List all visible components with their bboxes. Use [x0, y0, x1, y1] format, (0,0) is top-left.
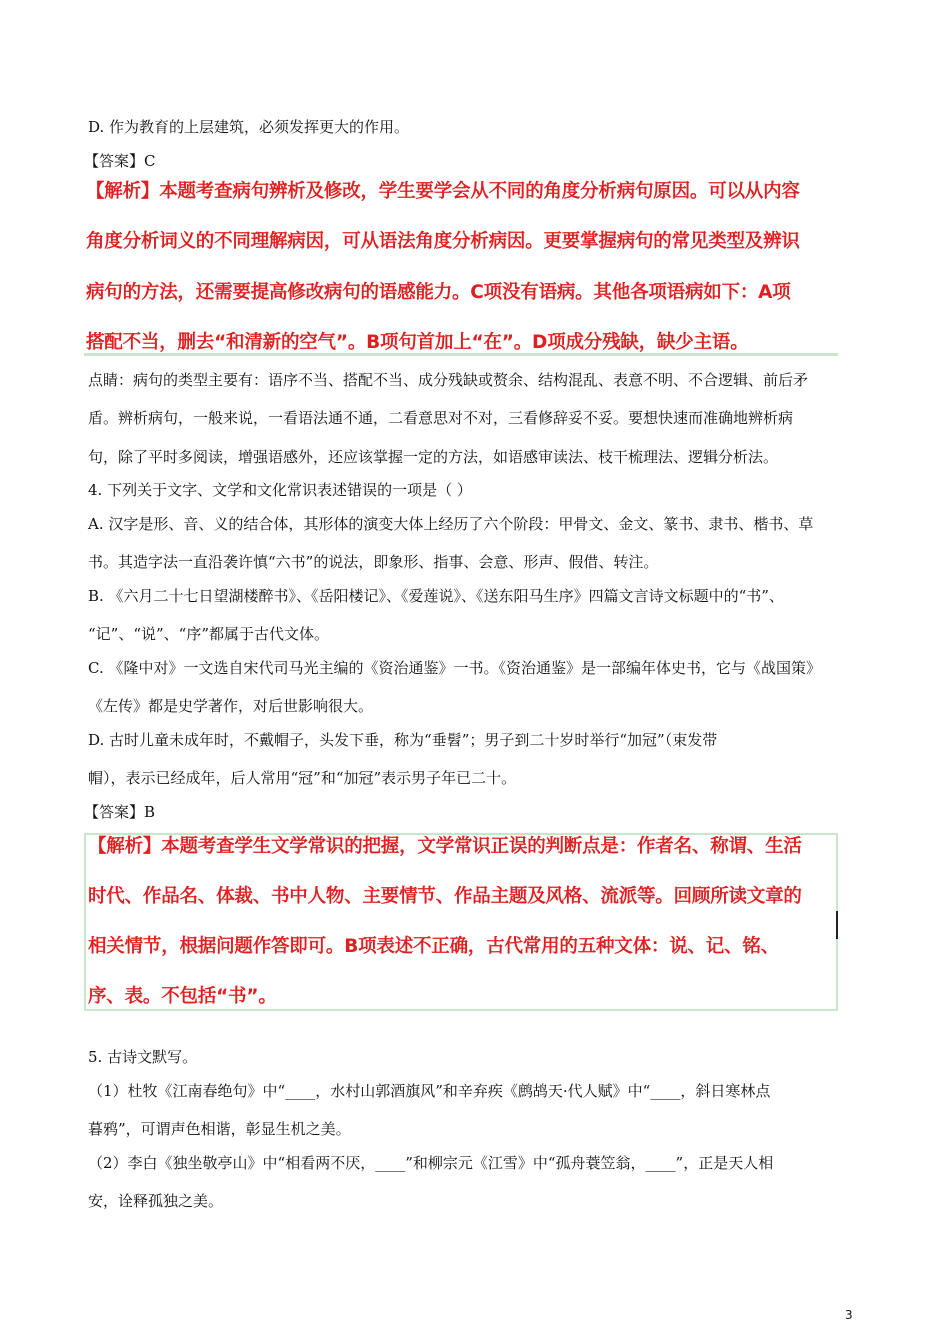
q5-item1: 暮鸦”，可谓声色相谐，彰显生机之美。 — [88, 1120, 351, 1138]
q3-note-line: 盾。辨析病句，一般来说，一看语法通不通，二看意思对不对，三看修辞妥不妥。要想快速而准确地辨析病 — [88, 409, 794, 427]
q4-analysis-line: 序、表。不包括“书”。 — [88, 986, 277, 1007]
q4-option-d: D. 古时儿童未成年时，不戴帽子，头发下垂，称为“垂髫”；男子到二十岁时举行“加冠”（束发带 — [88, 731, 718, 749]
q4-analysis-line: 相关情节，根据问题作答即可。B项表述不正确，古代常用的五种文体：说、记、铭、 — [88, 936, 780, 957]
q4-option-a: 书。其造字法一直沿袭许慎“六书”的说法，即象形、指事、会意、形声、假借、转注。 — [88, 553, 659, 571]
q4-option-c: 《左传》都是史学著作，对后世影响很大。 — [88, 697, 374, 715]
q3-analysis-box — [84, 178, 838, 356]
q4-analysis-box — [84, 833, 838, 1011]
q3-note-line: 句，除了平时多阅读，增强语感外，还应该掌握一定的方法，如语感审读法、枝干梳理法、逻辑分析法。 — [88, 448, 779, 466]
q3-answer: 【答案】C — [84, 152, 156, 170]
q4-answer: 【答案】B — [84, 803, 156, 821]
q4-analysis-line: 【解析】本题考查学生文学常识的把握，文学常识正误的判断点是：作者名、称谓、生活 — [88, 836, 802, 857]
q4-option-d: 帽），表示已经成年，后人常用“冠”和“加冠”表示男子年已二十。 — [88, 769, 517, 787]
q5-item1: （1）杜牧《江南春绝句》中“____，水村山郭酒旗风”和辛弃疾《鹧鸪天·代人赋》中“____，斜日寒林点 — [88, 1082, 771, 1100]
q5-item2: （2）李白《独坐敬亭山》中“相看两不厌，____”和柳宗元《江雪》中“孤舟蓑笠翁，____”，正是天人相 — [88, 1154, 774, 1172]
q3-analysis-line: 搭配不当，删去“和清新的空气”。B项句首加上“在”。D项成分残缺，缺少主语。 — [86, 332, 749, 353]
q3-note-line: 点睛：病句的类型主要有：语序不当、搭配不当、成分残缺或赘余、结构混乱、表意不明、不合逻辑、前后矛 — [88, 371, 809, 389]
page-number: 3 — [845, 1308, 853, 1322]
q3-analysis-line: 【解析】本题考查病句辨析及修改，学生要学会从不同的角度分析病句原因。可以从内容 — [86, 181, 800, 202]
q4-option-a: A. 汉字是形、音、义的结合体，其形体的演变大体上经历了六个阶段：甲骨文、金文、篆书、隶书、楷书、草 — [88, 515, 814, 533]
q4-analysis-line: 时代、作品名、体裁、书中人物、主要情节、作品主题及风格、流派等。回顾所读文章的 — [88, 886, 802, 907]
q4-stem: 4. 下列关于文字、文学和文化常识表述错误的一项是（ ） — [88, 481, 472, 499]
box-edge-mark — [836, 911, 838, 939]
q5-item2: 安，诠释孤独之美。 — [88, 1192, 224, 1210]
q3-analysis-line: 角度分析词义的不同理解病因，可从语法角度分析病因。更要掌握病句的常见类型及辨识 — [86, 231, 800, 252]
q4-option-b: “记”、“说”、“序”都属于古代文体。 — [88, 625, 330, 643]
q4-option-b: B. 《六月二十七日望湖楼醉书》、《岳阳楼记》、《爱莲说》、《送东阳马生序》四篇文言诗文标题中的“书”、 — [88, 587, 784, 605]
q5-stem: 5. 古诗文默写。 — [88, 1048, 198, 1066]
q4-option-c: C. 《隆中对》一文选自宋代司马光主编的《资治通鉴》一书。《资治通鉴》是一部编年体史书，它与《战国策》 — [88, 659, 821, 677]
q3-analysis-line: 病句的方法，还需要提高修改病句的语感能力。C项没有语病。其他各项语病如下：A项 — [86, 282, 791, 303]
q3-option-d: D. 作为教育的上层建筑，必须发挥更大的作用。 — [88, 118, 410, 136]
